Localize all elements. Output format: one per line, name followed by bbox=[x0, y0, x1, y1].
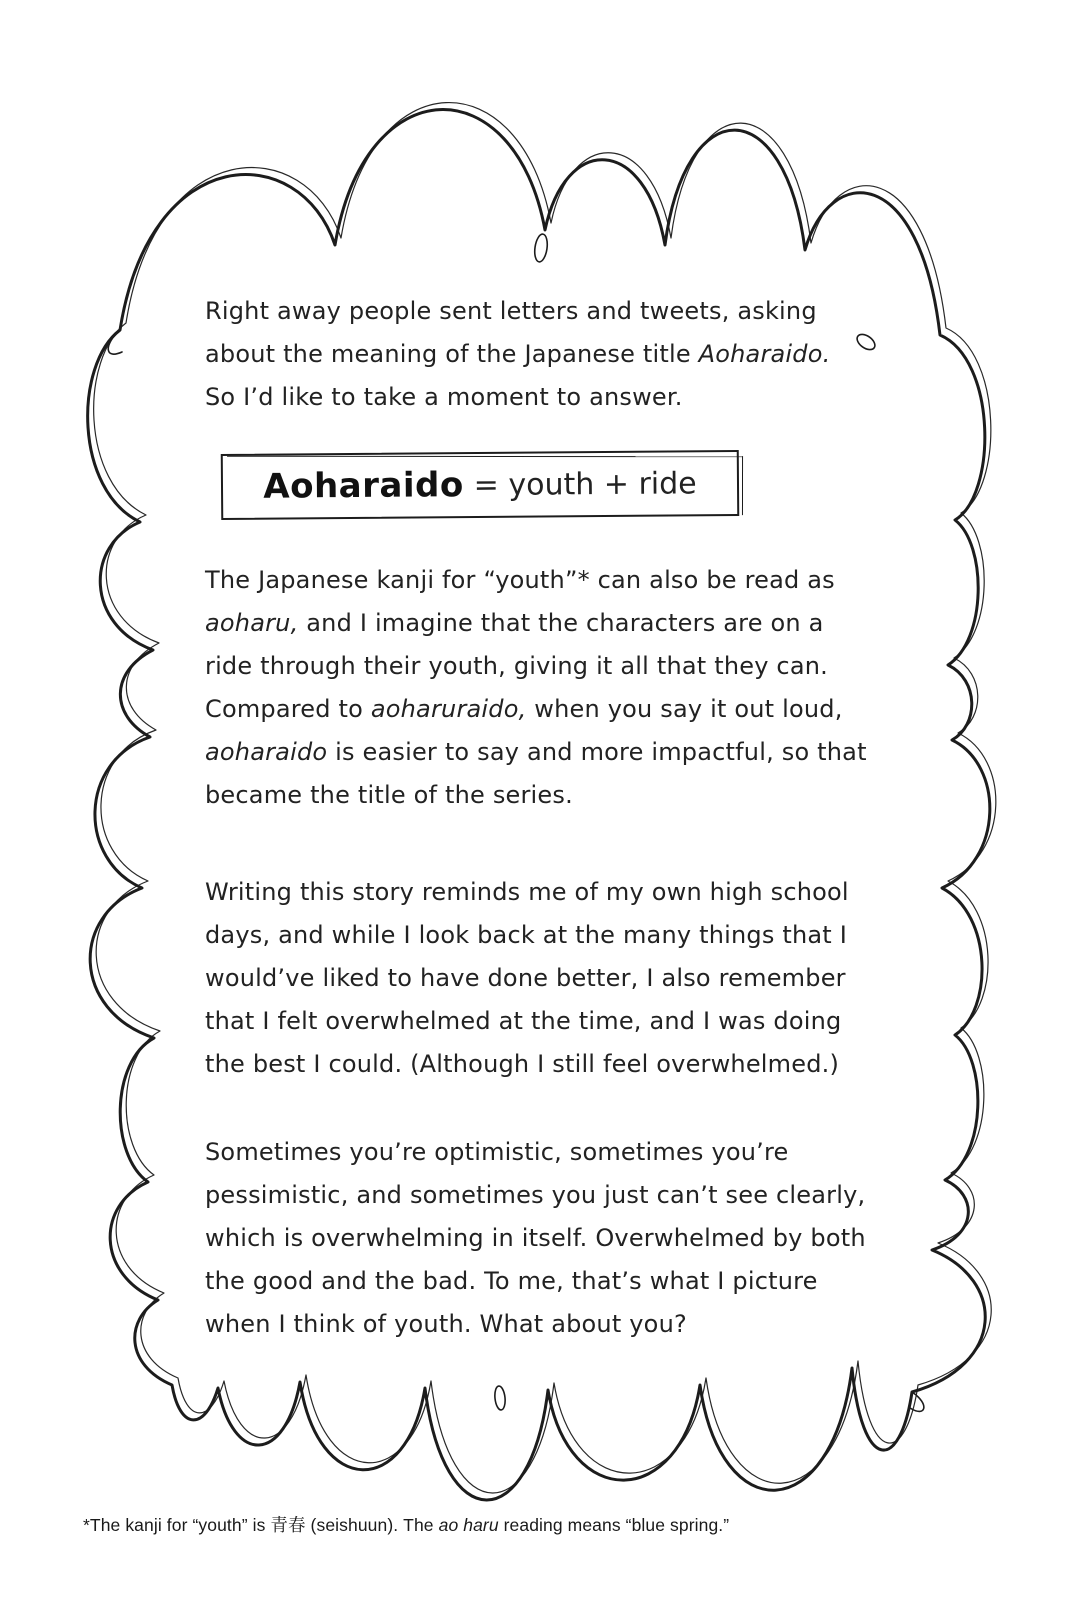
reflection-paragraph: Writing this story reminds me of my own high school days, and while I look back at the many things that I would’ve liked to have done better, I also remember that I felt overwhelmed at the time, and I was doing the best I could. (Although I still feel overwhelmed.) bbox=[205, 878, 849, 1078]
youth-paragraph: Sometimes you’re optimistic, sometimes you’re pessimistic, and sometimes you just can’t see clearly, which is overwhelming in itself. Overwhelmed by both the good and the bad. To me, that’s what I picture when I think of youth. What about you? bbox=[205, 1138, 866, 1338]
title-equation: = youth + ride bbox=[473, 465, 697, 503]
intro-paragraph: Right away people sent letters and tweets, asking about the meaning of the Japanese title Aoharaido. So I’d like to take a moment to answer. bbox=[205, 297, 831, 411]
kanji-explanation-paragraph: The Japanese kanji for “youth”* can also be read as aoharu, and I imagine that the characters are on a ride through their youth, giving it all that they can. Compared to aoharuraido, when you say it out loud, aoharaido is easier to say and more impactful, so that became the title of the series. bbox=[205, 566, 867, 809]
kanji-footnote: *The kanji for “youth” is 青春 (seishuun). The ao haru reading means “blue spring.” bbox=[83, 1515, 730, 1535]
title-equation-box bbox=[221, 450, 740, 520]
title-word: Aoharaido bbox=[263, 465, 464, 507]
